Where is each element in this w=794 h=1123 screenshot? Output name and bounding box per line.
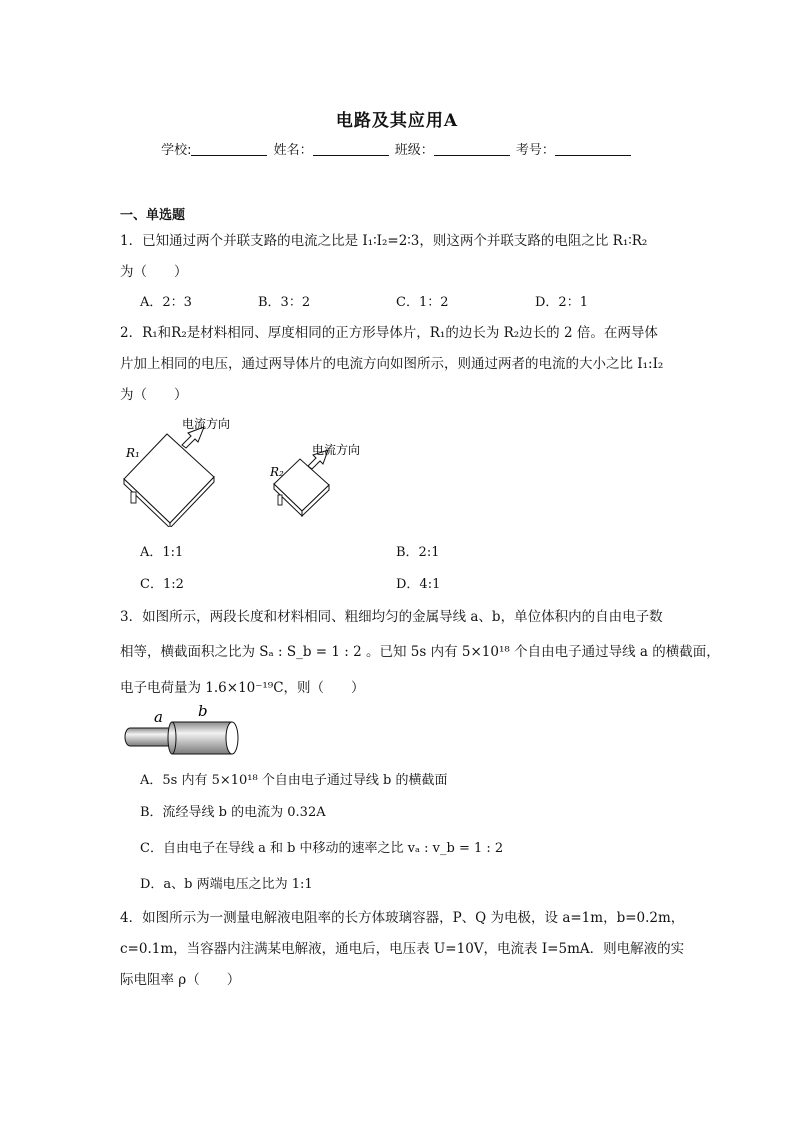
q2-option-c[interactable]: C．1:2 — [140, 577, 184, 592]
q1-option-d[interactable]: D．2：1 — [535, 295, 588, 310]
q3-option-d[interactable]: D．a、b 两端电压之比为 1:1 — [140, 877, 313, 892]
school-blank[interactable] — [191, 144, 267, 156]
r2-label: R₂ — [270, 465, 284, 479]
class-label: 班级： — [394, 143, 434, 158]
number-blank[interactable] — [555, 144, 631, 156]
q3-stem-line2: 相等，横截面积之比为 Sₐ : S_b = 1 : 2 。已知 5s 内有 5×10¹⁸ 个自由电子通过导线 a 的横截面， — [120, 644, 720, 660]
q2-conductor-figure — [118, 412, 378, 527]
q1-option-c[interactable]: C．1：2 — [396, 295, 449, 310]
name-blank[interactable] — [313, 144, 389, 156]
wire-b-label: b — [198, 702, 208, 720]
q2-option-d[interactable]: D．4:1 — [396, 577, 441, 592]
q1-option-a[interactable]: A．2：3 — [140, 295, 192, 310]
q1-stem-line1: 1．已知通过两个并联支路的电流之比是 I₁∶I₂=2∶3，则这两个并联支路的电阻之比 R₁∶R₂ — [120, 233, 648, 249]
q3-option-b[interactable]: B．流经导线 b 的电流为 0.32A — [140, 805, 326, 820]
q2-option-b[interactable]: B．2:1 — [396, 545, 440, 560]
q3-stem-line3: 电子电荷量为 1.6×10⁻¹⁹C，则（ ） — [120, 680, 365, 696]
student-info-row — [0, 139, 794, 158]
q3-wire-figure — [120, 702, 245, 760]
name-label: 姓名： — [273, 143, 313, 158]
wire-a — [125, 728, 174, 746]
q3-option-a[interactable]: A．5s 内有 5×10¹⁸ 个自由电子通过导线 b 的横截面 — [140, 773, 448, 788]
r1-label: R₁ — [126, 446, 140, 460]
school-label: 学校: — [161, 143, 192, 158]
r1-current-direction-label: 电流方向 — [182, 417, 231, 431]
document-title: 电路及其应用A — [335, 111, 459, 131]
wire-a-label: a — [154, 708, 163, 726]
q3-option-c[interactable]: C．自由电子在导线 a 和 b 中移动的速率之比 vₐ : v_b = 1 : 2 — [140, 841, 504, 856]
section-heading: 一、单选题 — [120, 208, 186, 223]
q3-stem-line1: 3．如图所示，两段长度和材料相同、粗细均匀的金属导线 a、b，单位体积内的自由电子数 — [120, 609, 663, 625]
q4-stem-line3: 际电阻率 ρ（ ） — [120, 972, 241, 988]
r2-current-direction-label: 电流方向 — [312, 443, 361, 457]
q1-option-b[interactable]: B．3：2 — [258, 295, 311, 310]
q4-stem-line2: c=0.1m，当容器内注满某电解液，通电后，电压表 U=10V，电流表 I=5mA．则电解液的实 — [120, 941, 685, 957]
r1-plate — [124, 427, 214, 527]
q1-stem-line2: 为（ ） — [120, 264, 188, 280]
q2-option-a[interactable]: A．1:1 — [140, 545, 184, 560]
q2-stem-line3: 为（ ） — [120, 387, 188, 403]
q2-stem-line2: 片加上相同的电压，通过两导体片的电流方向如图所示，则通过两者的电流的大小之比 I₁:I₂ — [120, 356, 664, 372]
q2-stem-line1: 2．R₁和R₂是材料相同、厚度相同的正方形导体片，R₁的边长为 R₂边长的 2 倍。在两导体 — [120, 325, 658, 341]
wire-b — [168, 722, 238, 754]
number-label: 考号： — [515, 143, 555, 158]
r2-plate — [274, 450, 329, 516]
q4-stem-line1: 4．如图所示为一测量电解液电阻率的长方体玻璃容器，P、Q 为电极，设 a=1m，b=0.2m， — [120, 910, 685, 926]
class-blank[interactable] — [434, 144, 510, 156]
